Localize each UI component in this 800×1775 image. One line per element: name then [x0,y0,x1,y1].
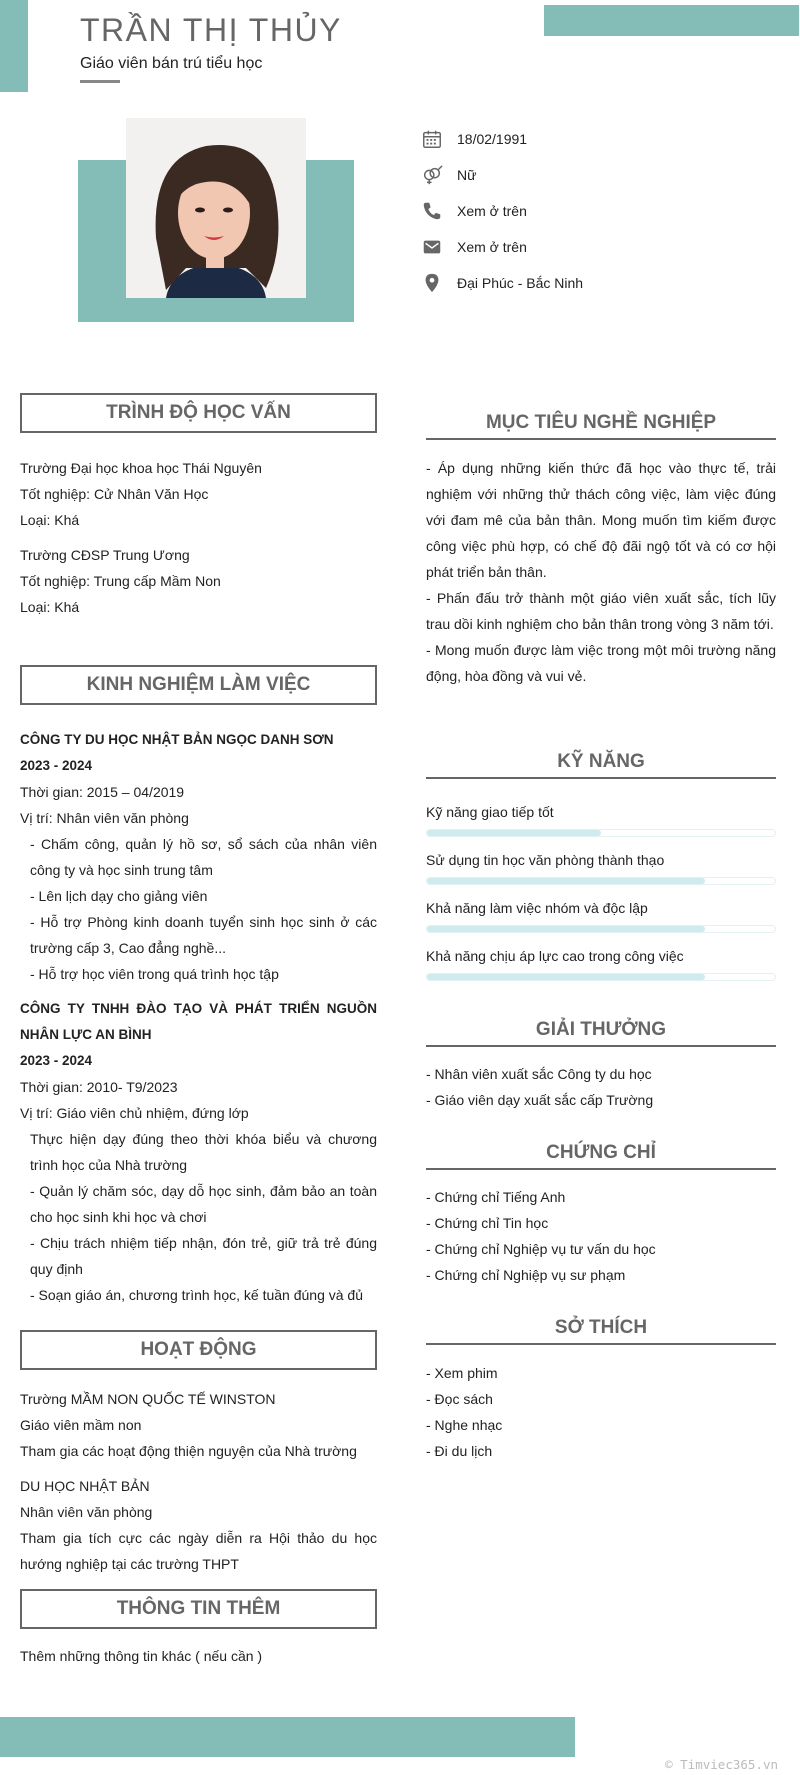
hobby-item: - Xem phim [426,1365,498,1381]
title-underline [80,80,120,83]
footer-bar [0,1717,575,1757]
objective-heading: MỤC TIÊU NGHỀ NGHIỆP [426,406,776,440]
hobby-item: - Đọc sách [426,1391,493,1407]
skill-bar-fill [427,926,705,932]
job-duty: - Hỗ trợ học viên trong quá trình học tập [30,966,279,982]
experience-heading: KINH NGHIỆM LÀM VIỆC [20,665,377,705]
job-years: 2023 - 2024 [20,758,93,773]
job-company: CÔNG TY DU HỌC NHẬT BẢN NGỌC DANH SƠN [20,732,334,747]
objective-text [426,455,776,689]
awards-heading: GIẢI THƯỞNG [426,1013,776,1047]
email-value: Xem ở trên [457,239,527,255]
objective-paragraph: - Mong muốn được làm việc trong một môi trường năng động, hòa đồng và vui vẻ. [426,642,776,684]
education-degree: Tốt nghiệp: Cử Nhân Văn Học [20,486,209,502]
hobby-item: - Nghe nhạc [426,1417,503,1433]
extra-info [20,1643,377,1669]
activity-role: Giáo viên mầm non [20,1417,142,1433]
job-years: 2023 - 2024 [20,1053,93,1068]
activity-desc: Tham gia các hoạt động thiện nguyện của Nhà trường [20,1443,357,1459]
activity-org: DU HỌC NHẬT BẢN [20,1478,150,1494]
job-position: Vị trí: Giáo viên chủ nhiệm, đứng lớp [20,1105,249,1121]
calendar-icon [421,128,443,150]
skill-bar [426,829,776,837]
gender-icon [421,164,443,186]
awards-list [426,1061,776,1113]
birthday-value: 18/02/1991 [457,131,528,147]
contact-gender [421,164,476,186]
hobby-item: - Đi du lịch [426,1443,493,1459]
job-duty: - Chấm công, quản lý hồ sơ, sổ sách của nhân viên công ty và học sinh trung tâm [30,836,377,878]
skill-label: Khả năng làm việc nhóm và độc lập [426,900,648,916]
certificates-heading: CHỨNG CHỈ [426,1136,776,1170]
activities-list [20,1386,377,1577]
skills-heading: KỸ NĂNG [426,745,776,779]
contact-address [421,272,583,294]
certificate-item: - Chứng chỉ Nghiệp vụ tư vấn du học [426,1241,656,1257]
job-title: Giáo viên bán trú tiểu học [80,55,263,72]
job-duty: - Lên lịch dạy cho giảng viên [30,888,208,904]
certificate-item: - Chứng chỉ Tin học [426,1215,549,1231]
watermark: © Timviec365.vn [665,1757,778,1772]
skill-bar [426,973,776,981]
certificates-list [426,1184,776,1288]
hobbies-list [426,1360,776,1464]
hobbies-heading: SỞ THÍCH [426,1311,776,1345]
skill-label: Khả năng chịu áp lực cao trong công việc [426,948,684,964]
activity-org: Trường MẦM NON QUỐC TẾ WINSTON [20,1391,276,1407]
job-position: Vị trí: Nhân viên văn phòng [20,810,189,826]
education-school: Trường Đại học khoa học Thái Nguyên [20,460,262,476]
education-rank: Loại: Khá [20,599,80,615]
skill-bar-fill [427,878,705,884]
email-icon [421,236,443,258]
education-list [20,455,377,620]
location-icon [421,272,443,294]
activities-heading: HOẠT ĐỘNG [20,1330,377,1370]
contact-phone [421,200,527,222]
skill-label: Kỹ năng giao tiếp tốt [426,804,554,820]
job-duty: Thực hiện dạy đúng theo thời khóa biểu và chương trình học của Nhà trường [30,1131,377,1173]
skill-bar [426,925,776,933]
objective-paragraph: - Phấn đấu trở thành một giáo viên xuất sắc, tích lũy trau dồi kinh nghiệm cho bản thân trong vòng 3 năm tới. [426,590,776,632]
candidate-name: TRẦN THỊ THỦY [80,12,342,48]
phone-value: Xem ở trên [457,203,527,219]
skill-bar [426,877,776,885]
education-degree: Tốt nghiệp: Trung cấp Mầm Non [20,573,221,589]
activity-role: Nhân viên văn phòng [20,1504,153,1520]
job-time: Thời gian: 2015 – 04/2019 [20,784,185,800]
skill-bar-fill [427,830,601,836]
decor-block-top-left [0,0,28,92]
profile-photo [126,118,306,298]
experience-list [20,727,377,1308]
certificate-item: - Chứng chỉ Tiếng Anh [426,1189,566,1205]
job-duty: - Quản lý chăm sóc, dạy dỗ học sinh, đảm bảo an toàn cho học sinh khi học và chơi [30,1183,377,1225]
education-heading: TRÌNH ĐỘ HỌC VẤN [20,393,377,433]
job-duty: - Chịu trách nhiệm tiếp nhận, đón trẻ, giữ trả trẻ đúng quy định [30,1235,377,1277]
education-school: Trường CĐSP Trung Ương [20,547,190,563]
contact-email [421,236,527,258]
extra-info-heading: THÔNG TIN THÊM [20,1589,377,1629]
certificate-item: - Chứng chỉ Nghiệp vụ sư phạm [426,1267,626,1283]
phone-icon [421,200,443,222]
address-value: Đại Phúc - Bắc Ninh [457,275,584,291]
portrait-illustration [126,118,306,298]
award-item: - Nhân viên xuất sắc Công ty du học [426,1066,652,1082]
activity-desc: Tham gia tích cực các ngày diễn ra Hội thảo du học hướng nghiệp tại các trường THPT [20,1530,377,1572]
job-duty: - Soạn giáo án, chương trình học, kế tuần đúng và đủ [30,1287,363,1303]
objective-paragraph: - Áp dụng những kiến thức đã học vào thực tế, trải nghiệm với những thử thách công việc, làm việc đúng với đam mê của bản thân. Mong muốn tìm kiếm được công việc phù hợp, có chế độ đãi ngộ tốt và có cơ hội phát triển bản thân. [426,460,776,580]
job-company: CÔNG TY TNHH ĐÀO TẠO VÀ PHÁT TRIỂN NGUỒN NHÂN LỰC AN BÌNH [20,1001,377,1042]
skill-label: Sử dụng tin học văn phòng thành thạo [426,852,665,868]
job-time: Thời gian: 2010- T9/2023 [20,1079,178,1095]
contact-birthday [421,128,527,150]
skill-bar-fill [427,974,705,980]
decor-block-top-right [544,5,799,36]
gender-value: Nữ [457,167,477,183]
job-duty: - Hỗ trợ Phòng kinh doanh tuyển sinh học sinh ở các trường cấp 3, Cao đẳng nghề... [30,914,377,956]
award-item: - Giáo viên dạy xuất sắc cấp Trường [426,1092,654,1108]
extra-info-text: Thêm những thông tin khác ( nếu cần ) [20,1648,263,1664]
education-rank: Loại: Khá [20,512,80,528]
